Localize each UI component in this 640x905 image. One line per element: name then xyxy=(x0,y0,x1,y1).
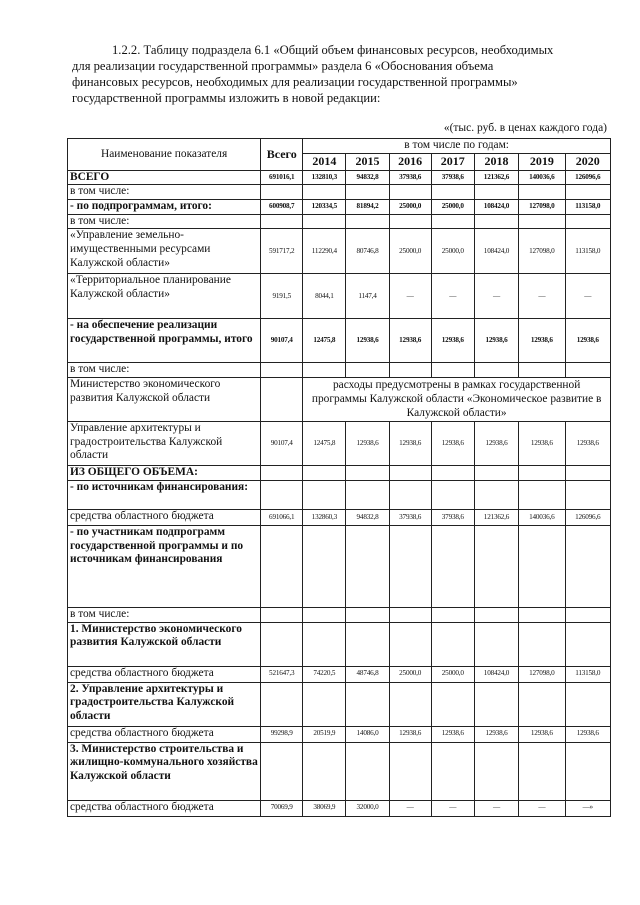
table-row xyxy=(68,363,611,378)
year-value: 12938,6 xyxy=(346,319,389,363)
total-value: 90107,4 xyxy=(261,421,303,465)
empty-cell xyxy=(303,214,346,229)
row-label: в том числе: xyxy=(68,185,261,200)
year-value: — xyxy=(431,274,474,319)
row-label: - по подпрограммам, итого: xyxy=(68,199,261,214)
year-value: 12475,8 xyxy=(303,421,346,465)
empty-cell xyxy=(474,480,518,509)
empty-cell xyxy=(389,622,431,666)
year-value: 126096,6 xyxy=(565,509,610,525)
empty-cell xyxy=(346,465,389,480)
year-value: 1147,4 xyxy=(346,274,389,319)
empty-cell xyxy=(474,682,518,726)
total-value: 99298,9 xyxy=(261,726,303,742)
total-value: 521647,3 xyxy=(261,666,303,682)
year-header: 2014 xyxy=(303,153,346,170)
year-value: 132810,3 xyxy=(303,170,346,185)
row-label: средства областного бюджета xyxy=(68,726,261,742)
year-value: — xyxy=(389,274,431,319)
empty-cell xyxy=(431,363,474,378)
year-value: 25000,0 xyxy=(389,229,431,274)
empty-cell xyxy=(346,525,389,607)
year-value: 25000,0 xyxy=(389,199,431,214)
empty-cell xyxy=(565,622,610,666)
empty-cell xyxy=(431,185,474,200)
empty-cell xyxy=(474,465,518,480)
year-value: 20519,9 xyxy=(303,726,346,742)
year-header: 2017 xyxy=(431,153,474,170)
units-note: «(тыс. руб. в ценах каждого года) xyxy=(443,122,607,134)
total-value: 90107,4 xyxy=(261,319,303,363)
row-label: ИЗ ОБЩЕГО ОБЪЕМА: xyxy=(68,465,261,480)
table-row xyxy=(68,525,611,607)
table-row xyxy=(68,800,611,816)
table-row xyxy=(68,666,611,682)
year-value: 113158,0 xyxy=(565,229,610,274)
year-value: —» xyxy=(565,800,610,816)
year-value: — xyxy=(519,800,565,816)
empty-cell xyxy=(519,465,565,480)
empty-cell xyxy=(519,480,565,509)
year-value: 12938,6 xyxy=(389,319,431,363)
year-value: 127098,0 xyxy=(519,199,565,214)
intro-line: государственной программы изложить в новой редакции: xyxy=(72,91,381,105)
year-value: 12938,6 xyxy=(474,726,518,742)
empty-cell xyxy=(389,607,431,622)
row-label: 1. Министерство экономического развития Калужской области xyxy=(68,622,261,666)
intro-line: для реализации государственной программы» раздела 6 «Обоснования объема xyxy=(72,59,494,73)
empty-cell xyxy=(431,622,474,666)
year-value: 32000,0 xyxy=(346,800,389,816)
empty-cell xyxy=(389,480,431,509)
header-total: Всего xyxy=(261,139,303,171)
empty-cell xyxy=(261,682,303,726)
row-label: - на обеспечение реализации государственной программы, итого xyxy=(68,319,261,363)
year-value: 12938,6 xyxy=(389,421,431,465)
empty-cell xyxy=(261,377,303,421)
empty-cell xyxy=(474,607,518,622)
year-value: 37938,6 xyxy=(389,509,431,525)
empty-cell xyxy=(346,742,389,800)
year-value: — xyxy=(519,274,565,319)
empty-cell xyxy=(565,480,610,509)
empty-cell xyxy=(519,525,565,607)
year-value: 113158,0 xyxy=(565,666,610,682)
empty-cell xyxy=(261,214,303,229)
empty-cell xyxy=(261,607,303,622)
year-value: 12938,6 xyxy=(474,319,518,363)
year-value: 112290,4 xyxy=(303,229,346,274)
empty-cell xyxy=(565,742,610,800)
empty-cell xyxy=(389,525,431,607)
row-label: «Управление земельно-имущественными ресурсами Калужской области» xyxy=(68,229,261,274)
year-value: 94832,8 xyxy=(346,509,389,525)
year-value: 12938,6 xyxy=(431,726,474,742)
empty-cell xyxy=(389,185,431,200)
table-row xyxy=(68,622,611,666)
empty-cell xyxy=(346,682,389,726)
year-header: 2019 xyxy=(519,153,565,170)
row-label: в том числе: xyxy=(68,214,261,229)
intro-line: 1.2.2. Таблицу подраздела 6.1 «Общий объем финансовых ресурсов, необходимых xyxy=(112,43,554,57)
empty-cell xyxy=(303,465,346,480)
year-header: 2020 xyxy=(565,153,610,170)
empty-cell xyxy=(565,185,610,200)
table-row xyxy=(68,214,611,229)
empty-cell xyxy=(519,622,565,666)
total-value: 9191,5 xyxy=(261,274,303,319)
table-row xyxy=(68,170,611,185)
empty-cell xyxy=(346,185,389,200)
year-value: 12938,6 xyxy=(474,421,518,465)
empty-cell xyxy=(474,622,518,666)
table-row xyxy=(68,421,611,465)
year-value: 94832,8 xyxy=(346,170,389,185)
total-value: 591717,2 xyxy=(261,229,303,274)
intro-line: финансовых ресурсов, необходимых для реализации государственной программы» xyxy=(72,75,518,89)
empty-cell xyxy=(389,465,431,480)
year-value: 12475,8 xyxy=(303,319,346,363)
table-row xyxy=(68,185,611,200)
empty-cell xyxy=(346,607,389,622)
year-value: — xyxy=(474,274,518,319)
year-value: 12938,6 xyxy=(565,319,610,363)
year-value: 126096,6 xyxy=(565,170,610,185)
table-row xyxy=(68,682,611,726)
row-label: 2. Управление архитектуры и градостроительства Калужской области xyxy=(68,682,261,726)
empty-cell xyxy=(431,525,474,607)
year-value: 80746,8 xyxy=(346,229,389,274)
empty-cell xyxy=(261,622,303,666)
empty-cell xyxy=(261,525,303,607)
empty-cell xyxy=(519,742,565,800)
empty-cell xyxy=(261,363,303,378)
empty-cell xyxy=(346,480,389,509)
row-label: «Территориальное планирование Калужской области» xyxy=(68,274,261,319)
total-value: 70069,9 xyxy=(261,800,303,816)
empty-cell xyxy=(389,682,431,726)
year-value: — xyxy=(431,800,474,816)
empty-cell xyxy=(303,622,346,666)
empty-cell xyxy=(261,185,303,200)
year-value: 25000,0 xyxy=(431,229,474,274)
year-value: — xyxy=(565,274,610,319)
table-row xyxy=(68,480,611,509)
year-value: — xyxy=(389,800,431,816)
empty-cell xyxy=(565,682,610,726)
empty-cell xyxy=(431,214,474,229)
empty-cell xyxy=(303,525,346,607)
empty-cell xyxy=(303,682,346,726)
year-value: 121362,6 xyxy=(474,170,518,185)
year-value: 25000,0 xyxy=(389,666,431,682)
empty-cell xyxy=(431,480,474,509)
row-label: Управление архитектуры и градостроительства Калужской области xyxy=(68,421,261,465)
year-value: 140036,6 xyxy=(519,170,565,185)
header-name: Наименование показателя xyxy=(68,139,261,171)
year-value: 121362,6 xyxy=(474,509,518,525)
empty-cell xyxy=(431,742,474,800)
row-label: - по участникам подпрограмм государственной программы и по источникам финансирования xyxy=(68,525,261,607)
table-row xyxy=(68,377,611,421)
year-value: 108424,0 xyxy=(474,229,518,274)
empty-cell xyxy=(519,363,565,378)
table-row xyxy=(68,319,611,363)
year-value: 12938,6 xyxy=(346,421,389,465)
year-value: 12938,6 xyxy=(389,726,431,742)
table-row xyxy=(68,274,611,319)
empty-cell xyxy=(431,607,474,622)
empty-cell xyxy=(303,607,346,622)
year-header: 2018 xyxy=(474,153,518,170)
empty-cell xyxy=(346,363,389,378)
empty-cell xyxy=(389,214,431,229)
total-value: 691066,1 xyxy=(261,509,303,525)
year-value: 74220,5 xyxy=(303,666,346,682)
year-value: 127098,0 xyxy=(519,666,565,682)
year-value: 127098,0 xyxy=(519,229,565,274)
empty-cell xyxy=(346,214,389,229)
empty-cell xyxy=(261,742,303,800)
year-value: 120334,5 xyxy=(303,199,346,214)
table-row xyxy=(68,742,611,800)
empty-cell xyxy=(565,363,610,378)
empty-cell xyxy=(474,214,518,229)
row-label: средства областного бюджета xyxy=(68,800,261,816)
empty-cell xyxy=(519,607,565,622)
empty-cell xyxy=(431,465,474,480)
year-value: — xyxy=(474,800,518,816)
year-value: 12938,6 xyxy=(565,421,610,465)
total-value: 600908,7 xyxy=(261,199,303,214)
year-value: 14086,0 xyxy=(346,726,389,742)
empty-cell xyxy=(565,465,610,480)
merged-note: расходы предусмотрены в рамках государственной программы Калужской области «Экономическое развитие в Калужской области» xyxy=(303,377,611,421)
year-value: 37938,6 xyxy=(431,509,474,525)
empty-cell xyxy=(565,214,610,229)
empty-cell xyxy=(261,465,303,480)
table-row xyxy=(68,726,611,742)
year-header: 2016 xyxy=(389,153,431,170)
row-label: Министерство экономического развития Калужской области xyxy=(68,377,261,421)
table-row xyxy=(68,509,611,525)
table-row xyxy=(68,199,611,214)
row-label: 3. Министерство строительства и жилищно-коммунального хозяйства Калужской области xyxy=(68,742,261,800)
year-value: 48746,8 xyxy=(346,666,389,682)
empty-cell xyxy=(519,185,565,200)
year-value: 12938,6 xyxy=(519,726,565,742)
year-value: 12938,6 xyxy=(519,421,565,465)
empty-cell xyxy=(565,607,610,622)
row-label: ВСЕГО xyxy=(68,170,261,185)
year-value: 132860,3 xyxy=(303,509,346,525)
intro-paragraph xyxy=(72,42,610,106)
total-value: 691016,1 xyxy=(261,170,303,185)
empty-cell xyxy=(474,185,518,200)
empty-cell xyxy=(519,682,565,726)
empty-cell xyxy=(565,525,610,607)
year-value: 108424,0 xyxy=(474,199,518,214)
year-value: 37938,6 xyxy=(431,170,474,185)
table-row xyxy=(68,229,611,274)
year-value: 12938,6 xyxy=(431,421,474,465)
year-header: 2015 xyxy=(346,153,389,170)
row-label: средства областного бюджета xyxy=(68,509,261,525)
year-value: 81894,2 xyxy=(346,199,389,214)
financial-table xyxy=(67,138,611,817)
row-label: средства областного бюджета xyxy=(68,666,261,682)
year-value: 37938,6 xyxy=(389,170,431,185)
header-by-years: в том числе по годам: xyxy=(303,139,611,154)
year-value: 12938,6 xyxy=(431,319,474,363)
year-value: 140036,6 xyxy=(519,509,565,525)
empty-cell xyxy=(389,742,431,800)
year-value: 12938,6 xyxy=(565,726,610,742)
empty-cell xyxy=(474,525,518,607)
empty-cell xyxy=(474,363,518,378)
empty-cell xyxy=(431,682,474,726)
row-label: в том числе: xyxy=(68,363,261,378)
year-value: 38069,9 xyxy=(303,800,346,816)
row-label: - по источникам финансирования: xyxy=(68,480,261,509)
year-value: 108424,0 xyxy=(474,666,518,682)
empty-cell xyxy=(389,363,431,378)
table-row xyxy=(68,607,611,622)
empty-cell xyxy=(346,622,389,666)
empty-cell xyxy=(303,185,346,200)
year-value: 113158,0 xyxy=(565,199,610,214)
empty-cell xyxy=(519,214,565,229)
empty-cell xyxy=(303,363,346,378)
year-value: 25000,0 xyxy=(431,666,474,682)
row-label: в том числе: xyxy=(68,607,261,622)
empty-cell xyxy=(303,480,346,509)
empty-cell xyxy=(261,480,303,509)
year-value: 8044,1 xyxy=(303,274,346,319)
empty-cell xyxy=(474,742,518,800)
empty-cell xyxy=(303,742,346,800)
table-row xyxy=(68,465,611,480)
year-value: 12938,6 xyxy=(519,319,565,363)
year-value: 25000,0 xyxy=(431,199,474,214)
